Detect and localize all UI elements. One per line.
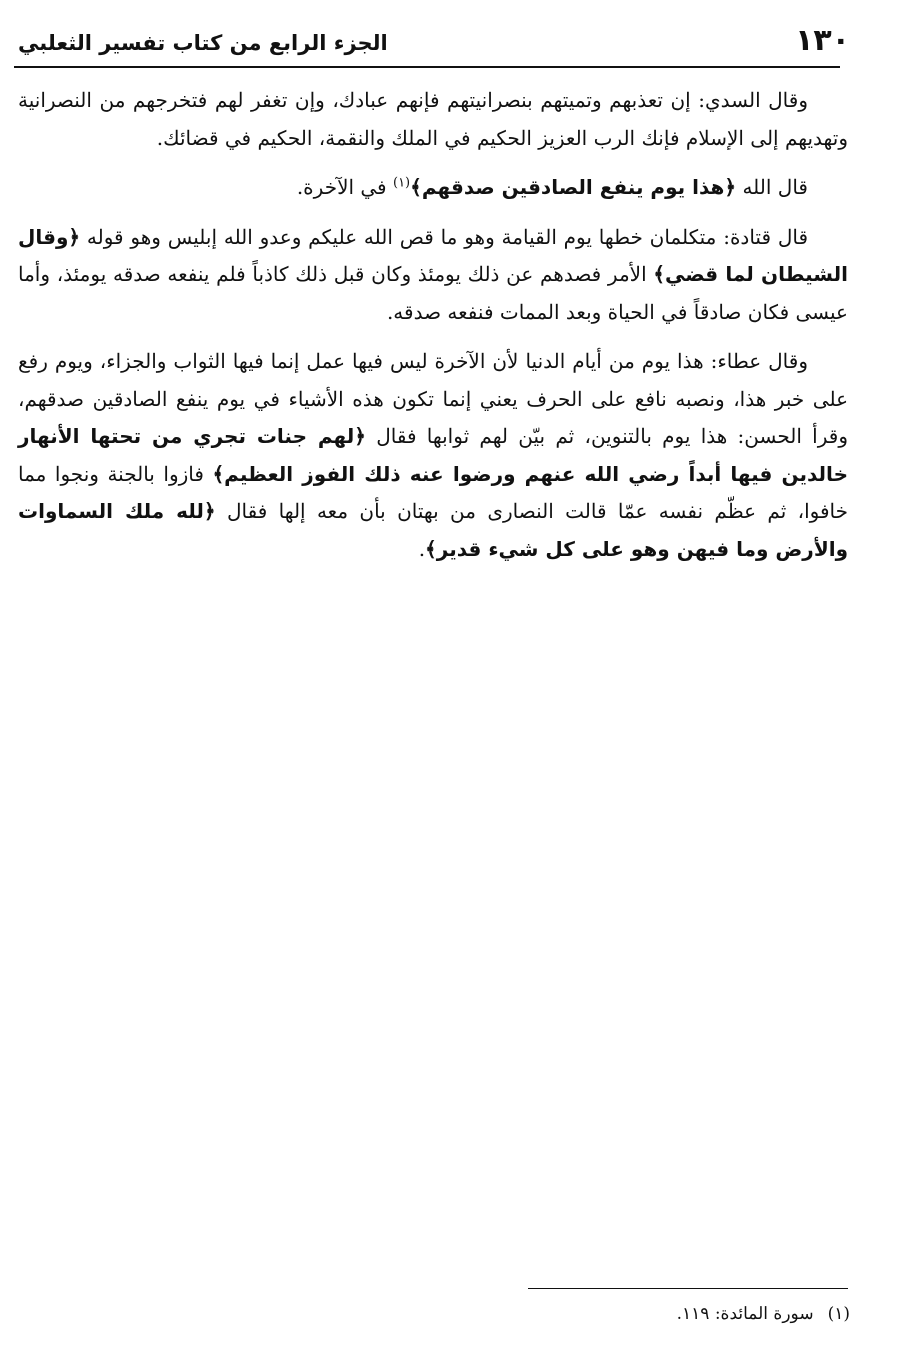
paragraph-text: وقال السدي: إن تعذبهم وتميتهم بنصرانيتهم فإنهم عبادك، وإن تغفر لهم فتخرجهم من النصرانية وتهديهم إلى الإسلام فإنك الرب العزيز الحكيم في الملك والنقمة، الحكيم في قضائك. xyxy=(18,88,848,150)
paragraph-text: الأمر فصدهم عن ذلك يومئذ وكان قبل ذلك كاذباً فلم ينفعه صدقه يومئذ، وأما عيسى فكان صادقاً في الحياة وبعد الممات فنفعه صدقه. xyxy=(18,262,848,324)
paragraph-text: وقال عطاء: هذا يوم من أيام الدنيا لأن الآخرة ليس فيها عمل إنما فيها الثواب والجزاء، ويوم رفع على خبر هذا، ونصبه نافع على الحرف يعني إنما تكون هذه الأشياء في يوم ينفع الصادقين صدقهم، وقرأ الحسن: هذا يوم بالتنوين، ثم بيّن لهم ثوابها فقال xyxy=(18,349,848,448)
paragraph-text: قال قتادة: متكلمان خطها يوم القيامة وهو ما قص الله عليكم وعدو الله إبليس وهو قوله xyxy=(80,224,808,249)
paragraph-ata xyxy=(18,343,848,568)
page-number: ١٣٠ xyxy=(795,23,850,58)
paragraph-suddi xyxy=(18,82,848,157)
paragraph-text: في الآخرة. xyxy=(296,175,393,199)
running-title: الجزء الرابع من كتاب تفسير الثعلبي xyxy=(18,31,388,55)
paragraph-text: فازوا بالجنة ونجوا مما خافوا، ثم عظّم نفسه عمّا قالت النصارى من بهتان بأن معه إلها فقال xyxy=(18,461,849,523)
footnote-text: سورة المائدة: ١١٩. xyxy=(676,1304,814,1324)
footnote-reference: (١) xyxy=(392,175,411,191)
quran-quote: ﴿لهم جنات تجري من تحتها الأنهار خالدين فيها أبداً رضي الله عنهم ورضوا عنه ذلك الفوز العظيم﴾ xyxy=(18,424,848,486)
paragraph-text: . xyxy=(418,536,426,561)
paragraph-qatada xyxy=(18,219,848,332)
body-text xyxy=(18,82,848,580)
paragraph-text: قال الله xyxy=(736,175,808,199)
header-rule xyxy=(14,66,840,68)
footnote-separator xyxy=(528,1288,848,1289)
page-header xyxy=(18,22,850,66)
quran-quote: ﴿لله ملك السماوات والأرض وما فيهن وهو على كل شيء قدير﴾ xyxy=(18,499,848,561)
quran-quote: ﴿وقال الشيطان لما قضي﴾ xyxy=(18,224,848,286)
footnote-marker: (١) xyxy=(827,1304,850,1324)
footnote xyxy=(677,1300,850,1328)
quran-quote: ﴿هذا يوم ينفع الصادقين صدقهم﴾ xyxy=(410,175,737,199)
paragraph-verse-intro xyxy=(18,169,848,207)
